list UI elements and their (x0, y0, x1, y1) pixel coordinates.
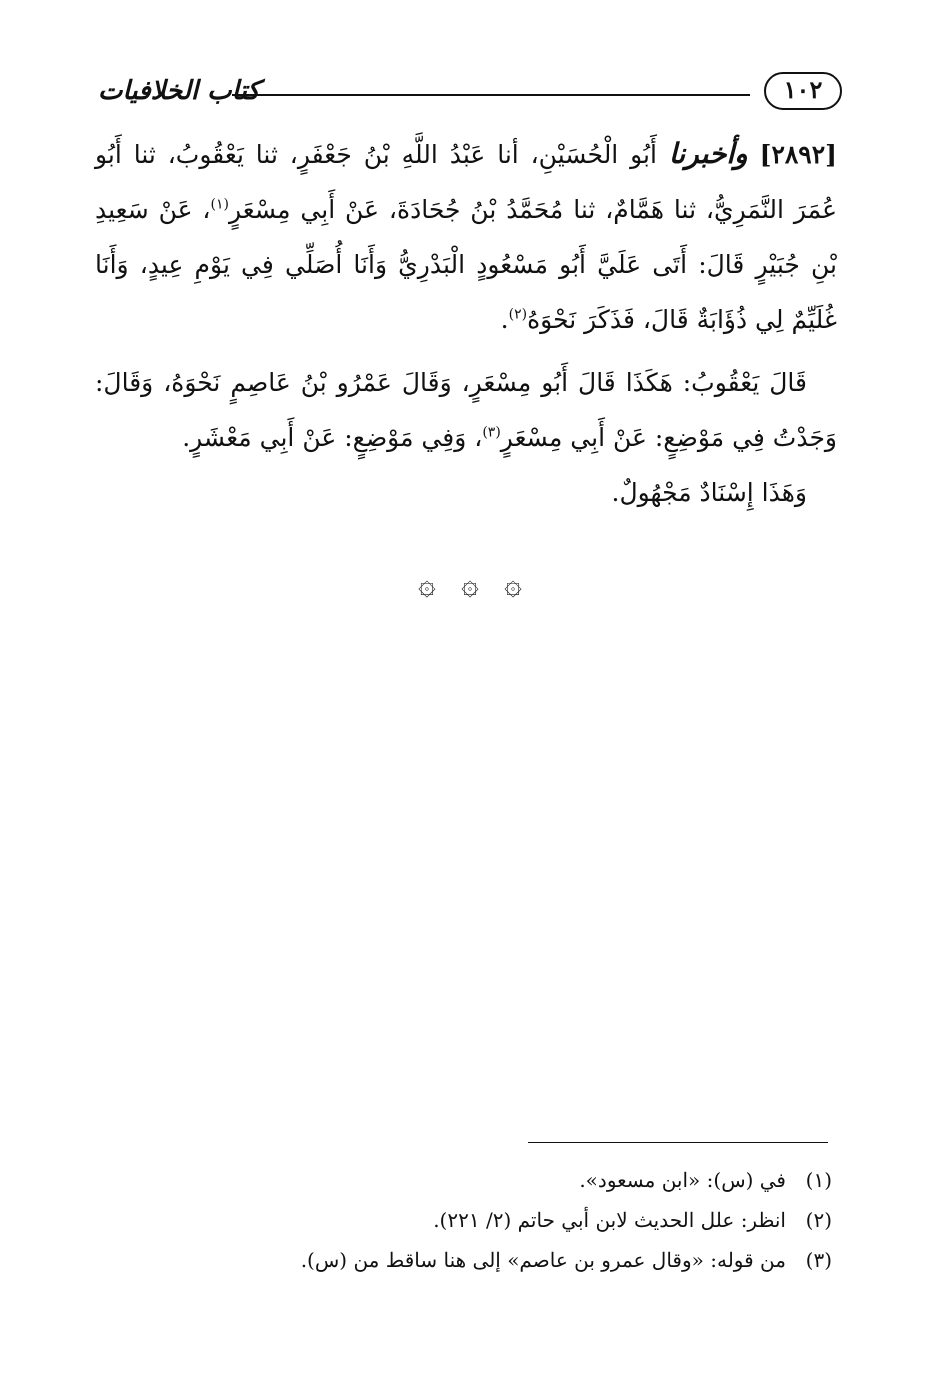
footnote-text: من قوله: «وقال عمرو بن عاصم» إلى هنا ساقط من (س). (300, 1248, 786, 1272)
conclusion-paragraph: وَهَذَا إِسْنَادٌ مَجْهُولٌ. (611, 478, 807, 507)
footnote-number: (١) (805, 1168, 832, 1192)
intro-word: وأخبرنا (668, 137, 748, 170)
section-divider-ornaments (0, 568, 940, 602)
footnote-text: انظر: علل الحديث لابن أبي حاتم (٢/ ٢٢١). (433, 1208, 786, 1232)
footnote-number: (٣) (805, 1248, 832, 1272)
commentary-text-part-2: ، وَفِي مَوْضِعٍ: عَنْ أَبِي مَعْشَرٍ. (182, 423, 483, 452)
page-header (92, 70, 842, 118)
footnote-item (95, 1200, 832, 1240)
commentary-paragraph (95, 355, 837, 465)
footnote-ref-1[interactable]: (١) (210, 196, 229, 213)
hadith-text-end: . (500, 305, 509, 334)
ornament-icon: ۞ (418, 567, 436, 602)
footnotes (95, 1160, 832, 1280)
ornament-icon: ۞ (461, 567, 479, 602)
header-rule (232, 94, 750, 96)
hadith-text-part-2: ، عَنْ سَعِيدِ بْنِ جُبَيْرٍ قَالَ: أَتَى عَلَيَّ أَبُو مَسْعُودٍ الْبَدْرِيُّ وَأَنَا أُصَلِّي فِي يَوْمِ عِيدٍ، وَأَنَا غُلَيِّمٌ لِي ذُؤَابَةٌ قَالَ، فَذَكَرَ نَحْوَهُ (95, 195, 837, 334)
ornament-icon: ۞ (504, 567, 522, 602)
main-text (95, 126, 837, 520)
footnote-ref-3[interactable]: (٣) (482, 424, 501, 441)
commentary-text-part-1: قَالَ يَعْقُوبُ: هَكَذَا قَالَ أَبُو مِسْعَرٍ، وَقَالَ عَمْرُو بْنُ عَاصِمٍ نَحْوَهُ، وَقَالَ: وَجَدْتُ فِي مَوْضِعٍ: عَنْ أَبِي مِسْعَرٍ (95, 368, 837, 452)
footnote-item (95, 1240, 832, 1280)
book-title: كتاب الخلافيات (98, 76, 260, 106)
hadith-number: [٢٨٩٢] (759, 140, 837, 169)
footnote-separator (528, 1142, 828, 1143)
footnote-ref-2[interactable]: (٢) (508, 306, 528, 323)
hadith-paragraph (95, 126, 837, 347)
hadith-text-part-1: أَبُو الْحُسَيْنِ، أنا عَبْدُ اللَّهِ بْنُ جَعْفَرٍ، ثنا يَعْقُوبُ، ثنا أَبُو عُمَرَ النَّمَرِيُّ، ثنا هَمَّامٌ، ثنا مُحَمَّدُ بْنُ جُحَادَةَ، عَنْ أَبِي مِسْعَرٍ (95, 140, 837, 224)
page-number: ١٠٢ (764, 72, 842, 110)
footnote-text: في (س): «ابن مسعود». (579, 1168, 786, 1192)
footnote-item (95, 1160, 832, 1200)
footnote-number: (٢) (805, 1208, 832, 1232)
